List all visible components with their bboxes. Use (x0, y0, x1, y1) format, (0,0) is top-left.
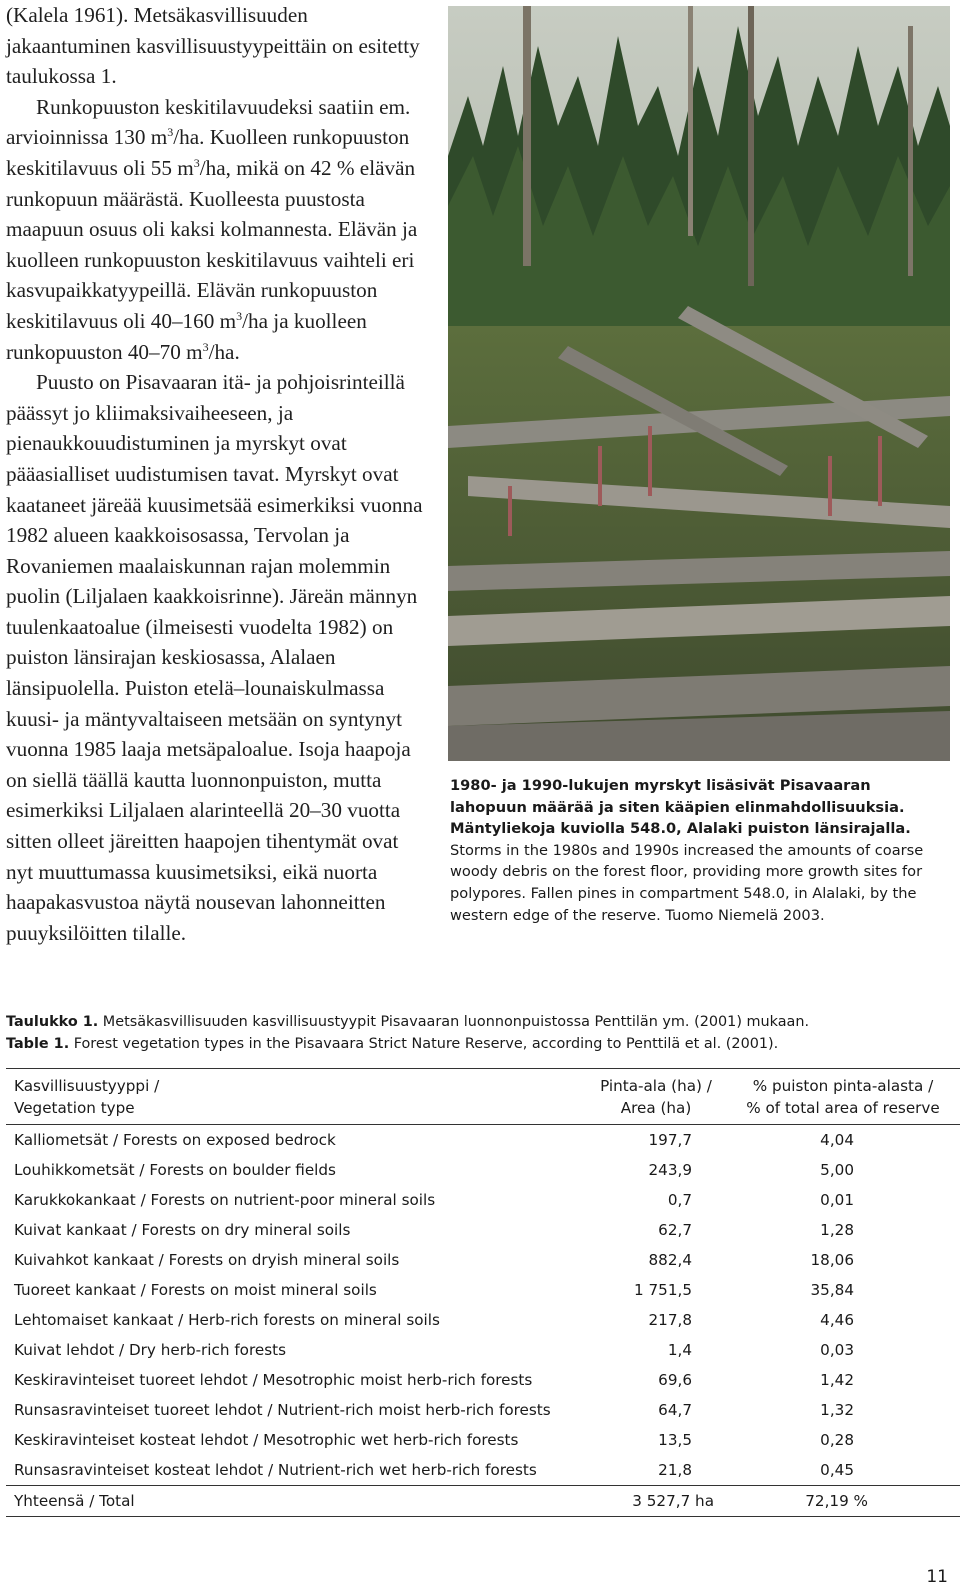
table-caption-finnish (6, 1012, 956, 1034)
table-caption-fi-text: Metsäkasvillisuuden kasvillisuustyypit Pisavaaran luonnonpuistossa Penttilän ym. (2001) mukaan. (98, 1014, 810, 1030)
row-vegetation-type: Louhikkometsät / Forests on boulder fields (14, 1161, 336, 1179)
row-area: 13,5 (658, 1431, 692, 1449)
header-type-line2: Vegetation type (14, 1098, 135, 1117)
row-area: 0,7 (667, 1191, 692, 1209)
body-text-column (6, 0, 428, 948)
row-percent: 4,04 (820, 1131, 854, 1149)
page-number: 11 (926, 1567, 948, 1587)
header-percent (726, 1075, 960, 1119)
header-vegetation-type (6, 1075, 586, 1119)
row-area: 197,7 (648, 1131, 692, 1149)
row-area: 217,8 (648, 1311, 692, 1329)
row-area: 243,9 (648, 1161, 692, 1179)
caption-finnish: 1980- ja 1990-lukujen myrskyt lisäsivät Pisavaaran lahopuun määrää ja siten kääpien elinmahdollisuuksia. Mäntyliekoja kuviolla 548.0, Alalaki puiston länsirajalla. (450, 777, 911, 838)
paragraph-2-part-e: /ha. (208, 339, 240, 364)
row-percent: 18,06 (810, 1251, 854, 1269)
table-caption (6, 1012, 956, 1055)
paragraph-2-part-b: /ha. Kuolleen runkopuuston keskitilavuus oli 55 m (6, 125, 410, 180)
paragraph-1: (Kalela 1961). Metsäkasvillisuuden jakaantuminen kasvillisuustyypeittäin on esitetty taulukossa 1. (6, 3, 420, 89)
header-area-line2: Area (ha) (620, 1098, 692, 1117)
row-vegetation-type: Kalliometsät / Forests on exposed bedrock (14, 1131, 336, 1149)
row-vegetation-type: Keskiravinteiset kosteat lehdot / Mesotrophic wet herb-rich forests (14, 1431, 519, 1449)
row-area: 69,6 (658, 1371, 692, 1389)
row-area: 882,4 (648, 1251, 692, 1269)
row-vegetation-type: Kuivat kankaat / Forests on dry mineral soils (14, 1221, 351, 1239)
row-vegetation-type: Kuivahkot kankaat / Forests on dryish mineral soils (14, 1251, 400, 1269)
paragraph-3: Puusto on Pisavaaran itä- ja pohjoisrinteillä päässyt jo kliimaksivaiheeseen, ja pienaukkouudistuminen ja myrskyt ovat pääasialliset uudistumisen tavat. Myrskyt ovat kaataneet järeää kuusimetsää esimerkiksi vuonna 1982 alueen kaakkoisosassa, Tervolan ja Rovaniemen maalaiskunnan rajan molemmin puolin (Liljalaen kaakkoisrinne). Järeän männyn tuulenkaatoalue (ilmeisesti vuodelta 1982) on puiston länsirajan keskiosassa, Alalaen länsipuolella. Puiston etelä–lounaiskulmassa kuusi- ja mäntyvaltaiseen metsään on syntynyt vuonna 1985 laaja metsäpaloalue. Isoja haapoja on siellä täällä kautta luonnonpuiston, mutta esimerkiksi Liljalaen alarinteellä 20–30 vuotta sitten olleet järeitten haapojen tihentymät ovat nyt muuttumassa kuusimetsiksi, eikä nuorta haapakasvustoa näytä nousevan lahonneitten puuyksilöitten tilalle. (6, 370, 423, 945)
total-type: Yhteensä / Total (14, 1492, 135, 1510)
row-vegetation-type: Runsasravinteiset tuoreet lehdot / Nutrient-rich moist herb-rich forests (14, 1401, 551, 1419)
table-caption-english (6, 1034, 956, 1056)
superscript: 3 (193, 155, 200, 170)
header-type-line1: Kasvillisuustyyppi / (14, 1076, 160, 1095)
paragraph-2-part-d: /ha ja kuolleen runkopuuston 40–70 m (6, 308, 367, 364)
table-row (6, 1365, 960, 1395)
row-percent: 0,28 (820, 1431, 854, 1449)
forest-photo (448, 6, 950, 761)
row-area: 21,8 (658, 1461, 692, 1479)
paragraph-2 (6, 92, 428, 367)
forest-photo-image (448, 6, 950, 761)
row-area: 1,4 (667, 1341, 692, 1359)
table-row (6, 1275, 960, 1305)
row-vegetation-type: Keskiravinteiset tuoreet lehdot / Mesotrophic moist herb-rich forests (14, 1371, 533, 1389)
total-area: 3 527,7 ha (632, 1492, 714, 1510)
paragraph-2-part-c: /ha, mikä on 42 % elävän runkopuun määrästä. Kuolleesta puustosta maapuun osuus oli kaksi kolmannesta. Elävän ja kuolleen runkopuuston keskitilavuus vaihteli eri kasvupaikkatyypeillä. Elävän runkopuuston keskitilavuus oli 40–160 m (6, 155, 418, 333)
row-percent: 35,84 (810, 1281, 854, 1299)
table-row (6, 1395, 960, 1425)
table-row (6, 1125, 960, 1155)
header-pct-line2: % of total area of reserve (746, 1098, 940, 1117)
table-row (6, 1455, 960, 1485)
table-row (6, 1155, 960, 1185)
paragraph-2-part-a: Runkopuuston keskitilavuudeksi saatiin em. arvioinnissa 130 m (6, 94, 411, 150)
header-pct-line1: % puiston pinta-alasta / (752, 1076, 934, 1095)
vegetation-table (6, 1068, 960, 1517)
header-area-line1: Pinta-ala (ha) / (600, 1076, 712, 1095)
table-row (6, 1425, 960, 1455)
header-area (586, 1075, 726, 1119)
table-header (6, 1068, 960, 1125)
row-percent: 4,46 (820, 1311, 854, 1329)
superscript: 3 (167, 125, 174, 140)
row-vegetation-type: Kuivat lehdot / Dry herb-rich forests (14, 1341, 287, 1359)
row-percent: 0,45 (820, 1461, 854, 1479)
row-percent: 1,28 (820, 1221, 854, 1239)
total-percent: 72,19 % (805, 1492, 868, 1510)
superscript: 3 (236, 308, 243, 323)
table-row (6, 1215, 960, 1245)
table-row (6, 1305, 960, 1335)
row-vegetation-type: Lehtomaiset kankaat / Herb-rich forests on mineral soils (14, 1311, 440, 1329)
table-row (6, 1335, 960, 1365)
superscript: 3 (202, 339, 209, 354)
row-percent: 5,00 (820, 1161, 854, 1179)
row-percent: 0,03 (820, 1341, 854, 1359)
table-row (6, 1185, 960, 1215)
table-caption-en-text: Forest vegetation types in the Pisavaara Strict Nature Reserve, according to Penttilä et al. (2001). (69, 1035, 779, 1052)
row-vegetation-type: Runsasravinteiset kosteat lehdot / Nutrient-rich wet herb-rich forests (14, 1461, 537, 1479)
photo-caption (450, 775, 950, 926)
row-percent: 0,01 (820, 1191, 854, 1209)
table-caption-fi-label: Taulukko 1. (6, 1014, 99, 1030)
row-area: 1 751,5 (634, 1281, 692, 1299)
caption-english: Storms in the 1980s and 1990s increased the amounts of coarse woody debris on the forest floor, providing more growth sites for polypores. Fallen pines in compartment 548.0, in Alalaki, by the western edge of the reserve. Tuomo Niemelä 2003. (450, 841, 924, 924)
row-area: 64,7 (658, 1401, 692, 1419)
table-caption-en-label: Table 1. (6, 1035, 70, 1052)
table-body (6, 1125, 960, 1485)
row-vegetation-type: Tuoreet kankaat / Forests on moist mineral soils (14, 1281, 377, 1299)
table-total-row (6, 1485, 960, 1517)
row-area: 62,7 (658, 1221, 692, 1239)
row-percent: 1,32 (820, 1401, 854, 1419)
table-row (6, 1245, 960, 1275)
row-vegetation-type: Karukkokankaat / Forests on nutrient-poor mineral soils (14, 1191, 436, 1209)
row-percent: 1,42 (820, 1371, 854, 1389)
